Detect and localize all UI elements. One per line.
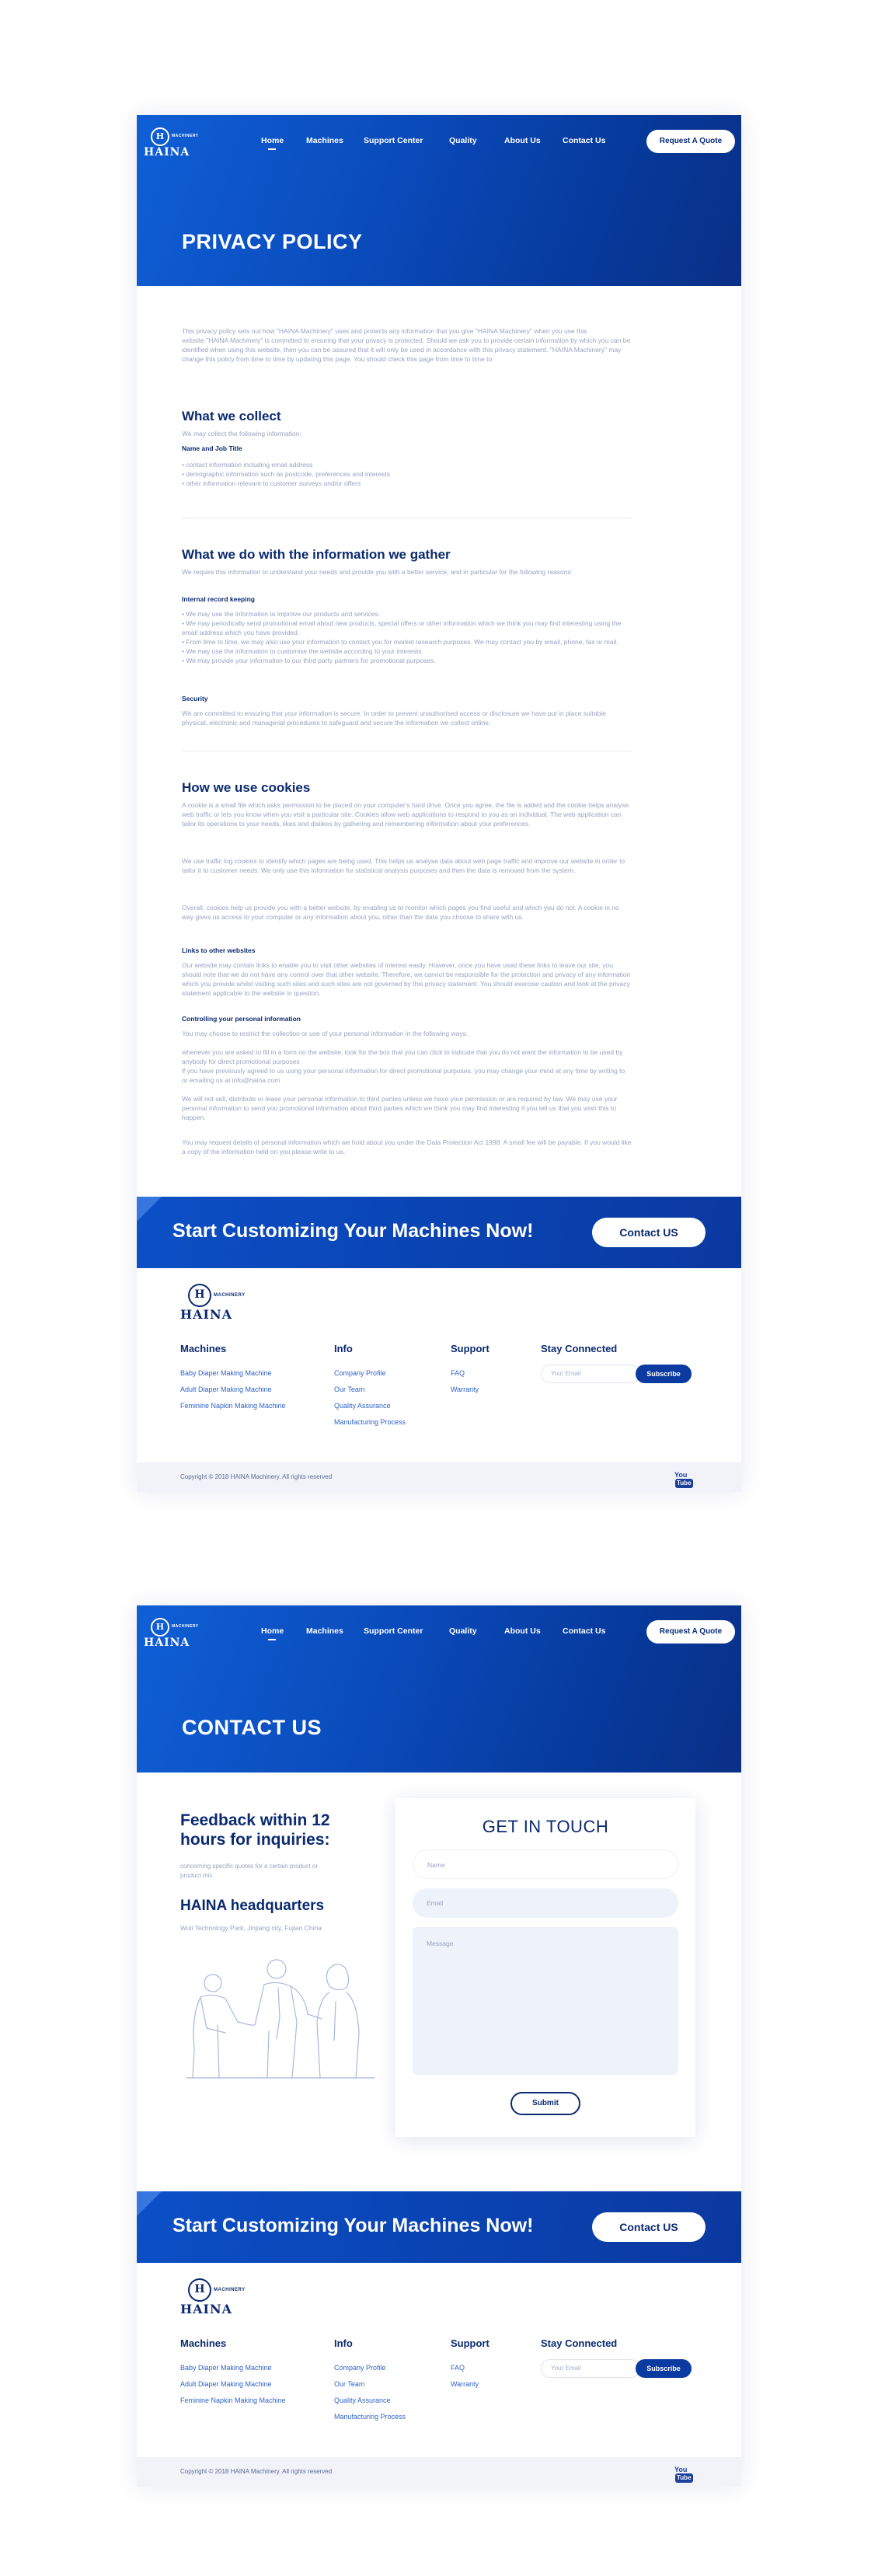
cookies-p3: Overall, cookies help us provide you with a better website, by enabling us to monitor which pages you find useful and which you do not. A cookie in no way gives us access to your computer or any information about you, other than the data you choose to share with us. xyxy=(182,904,619,921)
footer-link[interactable]: Adult Diaper Making Machine xyxy=(180,1386,272,1393)
footer-link[interactable]: Our Team xyxy=(334,1386,365,1393)
newsletter-email-input[interactable]: Your Email xyxy=(541,1365,640,1383)
collect-lead: We may collect the following information: xyxy=(182,430,301,437)
logo[interactable] xyxy=(144,127,206,159)
active-indicator xyxy=(268,1639,276,1640)
youtube-icon[interactable] xyxy=(674,1471,698,1487)
collect-list xyxy=(182,460,632,488)
footer-col-machines xyxy=(180,1343,286,1414)
control-p3: You may request details of personal information which we hold about you under the Data Protection Act 1998. A small fee will be payable. If you would like a copy of the information held on you please write to us. xyxy=(182,1138,632,1156)
cookies-heading: How we use cookies xyxy=(182,780,311,795)
copyright: Copyright © 2018 HAINA Machinery. All rights reserved xyxy=(180,2468,333,2475)
handshake-illustration-icon xyxy=(183,1947,378,2079)
footer xyxy=(137,1268,741,1492)
security-heading: Security xyxy=(182,695,208,702)
logo-name: HAINA xyxy=(180,2302,233,2316)
email-field[interactable]: Email xyxy=(413,1888,678,1918)
top-nav xyxy=(137,123,741,159)
nav-item-machines[interactable]: Machines xyxy=(306,136,343,145)
contact-us-button[interactable]: Contact US xyxy=(592,2212,706,2242)
nav-item-about-us[interactable]: About Us xyxy=(504,136,541,145)
gather-subheading: Internal record keeping xyxy=(182,595,255,603)
message-field[interactable]: Message xyxy=(413,1927,678,2075)
nav-item-contact-us[interactable]: Contact Us xyxy=(563,1626,606,1636)
cta-band xyxy=(137,1197,741,1268)
cookies-p1: A cookie is a small file which asks permission to be placed on your computer's hard drive. Once you agree, the file is added and the cookie helps analyse web traffic or lets you know when you visit a particular site. Cookies allow web applications to respond to you as an individual. The web application can tailor its operations to your needs, likes and dislikes by gathering and remembering information about your preferences. xyxy=(182,801,629,828)
footer-col-machines xyxy=(180,2337,286,2409)
collect-subheading: Name and Job Title xyxy=(182,444,242,452)
copyright: Copyright © 2018 HAINA Machinery. All rights reserved xyxy=(180,1473,333,1480)
nav-item-home[interactable]: Home xyxy=(261,1626,284,1636)
footer xyxy=(137,2263,741,2487)
nav-item-support-center[interactable]: Support Center xyxy=(364,136,423,145)
list-item: • contact information including email address xyxy=(182,461,313,469)
subscribe-button[interactable]: Subscribe xyxy=(636,2359,692,2378)
intro-text: This privacy policy sets out how "HAINA Machinery" uses and protects any information that you give "HAINA Machinery" when you use this website."HAINA Machinery" is committed to ensuring that your privacy is protected. Should we ask you to provide certain information by which you can be identified when using this website, then you can be assured that it will only be used in accordance with this privacy statement. "HAINA Machinery" may change this policy from time to time by updating this page. You should check this page from time to time to xyxy=(182,327,631,363)
logo-emblem-icon: H xyxy=(188,1284,211,1307)
submit-button[interactable]: Submit xyxy=(510,2092,580,2115)
page-title: CONTACT US xyxy=(182,1716,322,1739)
logo-name: HAINA xyxy=(180,1307,233,1322)
footer-link[interactable]: Warranty xyxy=(451,2380,479,2388)
nav-item-quality[interactable]: Quality xyxy=(449,1626,477,1636)
youtube-you: You xyxy=(674,1471,688,1479)
privacy-page xyxy=(137,115,741,1492)
footer-heading: Stay Connected xyxy=(541,2337,618,2349)
list-item: • We may provide your information to our third party partners for promotional purposes. xyxy=(182,657,436,664)
list-item: • other information relevant to customer surveys and/or offers xyxy=(182,479,361,487)
footer-heading: Info xyxy=(334,2337,353,2349)
footer-heading: Info xyxy=(334,1343,353,1354)
control-p1: whenever you are asked to fill in a form on the website, look for the box that you can click to indicate that you do not want the information to be used by anybody for direct promotional purposes if you have previously agreed to us using your personal information for direct promotional purposes, you may change your mind at any time by writing to or emailing us at info@haina.com xyxy=(182,1048,625,1084)
cta-text: Start Customizing Your Machines Now! xyxy=(172,1220,534,1242)
hq-title: HAINA headquarters xyxy=(180,1898,325,1914)
nav-item-quality[interactable]: Quality xyxy=(449,136,477,145)
youtube-tube: Tube xyxy=(677,1480,692,1487)
logo-tagline: MACHINERY xyxy=(172,1624,199,1629)
logo-emblem-icon: H xyxy=(151,127,169,146)
nav-item-machines[interactable]: Machines xyxy=(306,1626,343,1636)
footer-link[interactable]: FAQ xyxy=(451,2364,465,2372)
footer-link[interactable]: FAQ xyxy=(451,1369,465,1377)
footer-col-support xyxy=(451,1343,490,1398)
subscribe-button[interactable]: Subscribe xyxy=(636,1365,692,1383)
footer-link[interactable]: Company Profile xyxy=(334,2364,386,2372)
footer-col-connect xyxy=(541,1343,696,1467)
cta-corner-accent xyxy=(137,2191,162,2216)
youtube-you: You xyxy=(674,2466,688,2473)
nav-item-contact-us[interactable]: Contact Us xyxy=(563,136,606,145)
cookies-p2: We use traffic log cookies to identify which pages are being used. This helps us analyse data about web page traffic and improve our website in order to tailor it to customer needs. We only use this information for statistical analysis purposes and then the data is removed from the system. xyxy=(182,857,625,874)
nav-item-home[interactable]: Home xyxy=(261,136,284,145)
youtube-icon[interactable] xyxy=(674,2466,698,2481)
footer-link[interactable]: Feminine Napkin Making Machine xyxy=(180,1402,286,1410)
footer-link[interactable]: Feminine Napkin Making Machine xyxy=(180,2396,286,2404)
gather-lead: We require this information to understand your needs and provide you with a better service, and in particular for the following reasons: xyxy=(182,568,573,576)
cta-text: Start Customizing Your Machines Now! xyxy=(172,2215,534,2236)
footer-heading: Support xyxy=(451,2337,490,2349)
page-title: PRIVACY POLICY xyxy=(182,230,363,253)
footer-col-info xyxy=(334,1343,406,1431)
footer-col-connect xyxy=(541,2337,696,2462)
cta-band xyxy=(137,2191,741,2263)
list-item: • We may periodically send promotional email about new products, special offers or other information which we think you may find interesting using the email address which you have provided. xyxy=(182,619,622,636)
logo-tagline: MACHINERY xyxy=(172,134,199,138)
feedback-subtitle: concerning specific quotes for a certain product or product mix. xyxy=(180,1863,318,1879)
list-item: • demographic information such as postcode, preferences and interests xyxy=(182,470,391,478)
footer-link[interactable]: Our Team xyxy=(334,2380,365,2388)
footer-heading: Machines xyxy=(180,1343,227,1354)
gather-list xyxy=(182,609,632,665)
logo-emblem-icon: H xyxy=(151,1618,169,1637)
footer-link[interactable]: Quality Assurance xyxy=(334,1402,391,1410)
footer-link[interactable]: Warranty xyxy=(451,1386,479,1393)
control-heading: Controlling your personal information xyxy=(182,1015,301,1023)
footer-heading: Support xyxy=(451,1343,490,1354)
hero-banner xyxy=(137,1605,741,1773)
hero-banner xyxy=(137,115,741,286)
logo-tagline: MACHINERY xyxy=(214,1293,246,1298)
footer-col-info xyxy=(334,2337,406,2425)
youtube-tube: Tube xyxy=(677,2474,692,2481)
footer-link[interactable]: Baby Diaper Making Machine xyxy=(180,1369,272,1377)
list-item: • We may use the information to customise the website according to your interests. xyxy=(182,647,423,655)
name-field[interactable]: Name xyxy=(413,1849,678,1879)
logo-name: HAINA xyxy=(144,146,190,159)
security-text: We are committed to ensuring that your information is secure. In order to prevent unauthorised access or disclosure we have put in place suitable physical, electronic and managerial procedures to safeguard and secure the information we collect online. xyxy=(182,709,607,727)
hq-address: Wuli Technology Park, Jinjiang city, Fujian China xyxy=(180,1924,322,1932)
list-item: • We may use the information to improve our products and services. xyxy=(182,610,381,618)
request-quote-button[interactable]: Request A Quote xyxy=(646,130,735,153)
footer-logo[interactable] xyxy=(180,2278,258,2316)
gather-heading: What we do with the information we gather xyxy=(182,547,451,562)
control-p2: We will not sell, distribute or lease your personal information to third parties unless we have your permission or are required by law. We may use your personal information to send you promotional information about third parties which we think you may find interesting if you tell us that you wish this to happen. xyxy=(182,1095,618,1121)
logo[interactable] xyxy=(144,1618,206,1649)
cta-corner-accent xyxy=(137,1197,162,1222)
list-item: • From time to time, we may also use your information to contact you for market research purposes. We may contact you by email, phone, fax or mail. xyxy=(182,638,618,646)
logo-name: HAINA xyxy=(144,1637,190,1649)
active-indicator xyxy=(268,148,276,150)
logo-emblem-icon: H xyxy=(188,2278,211,2302)
contact-form xyxy=(395,1798,695,2137)
control-lead: You may choose to restrict the collection or use of your personal information in the following ways: xyxy=(182,1030,469,1037)
links-text: Our website may contain links to enable you to visit other websites of interest easily. However, once you have used these links to leave our site, you should note that we do not have any control over that other website. Therefore, we cannot be responsible for the protection and privacy of any information which you provide whilst visiting such sites and such sites are not governed by this privacy statement. You should exercise caution and look at the privacy statement applicable to the website in question. xyxy=(182,961,631,997)
footer-bar xyxy=(137,2457,741,2487)
footer-link[interactable]: Baby Diaper Making Machine xyxy=(180,2364,272,2372)
footer-logo[interactable] xyxy=(180,1284,258,1321)
nav-item-support-center[interactable]: Support Center xyxy=(364,1626,423,1636)
footer-link[interactable]: Quality Assurance xyxy=(334,2396,391,2404)
footer-link[interactable]: Company Profile xyxy=(334,1369,386,1377)
top-nav xyxy=(137,1613,741,1649)
collect-heading: What we collect xyxy=(182,409,281,424)
logo-tagline: MACHINERY xyxy=(214,2288,246,2292)
footer-link[interactable]: Manufacturing Process xyxy=(334,1418,406,1426)
contact-us-button[interactable]: Contact US xyxy=(592,1218,706,1247)
links-heading: Links to other websites xyxy=(182,946,256,954)
contact-page xyxy=(137,1605,741,2487)
nav-item-about-us[interactable]: About Us xyxy=(504,1626,541,1636)
footer-link[interactable]: Manufacturing Process xyxy=(334,2413,406,2421)
footer-link[interactable]: Adult Diaper Making Machine xyxy=(180,2380,272,2388)
request-quote-button[interactable]: Request A Quote xyxy=(646,1620,735,1644)
footer-col-support xyxy=(451,2337,490,2393)
newsletter-email-input[interactable]: Your Email xyxy=(541,2359,640,2378)
footer-bar xyxy=(137,1462,741,1492)
form-title: GET IN TOUCH xyxy=(482,1817,609,1836)
feedback-title: Feedback within 12 hours for inquiries: xyxy=(180,1811,330,1849)
footer-heading: Machines xyxy=(180,2337,227,2349)
footer-heading: Stay Connected xyxy=(541,1343,618,1354)
